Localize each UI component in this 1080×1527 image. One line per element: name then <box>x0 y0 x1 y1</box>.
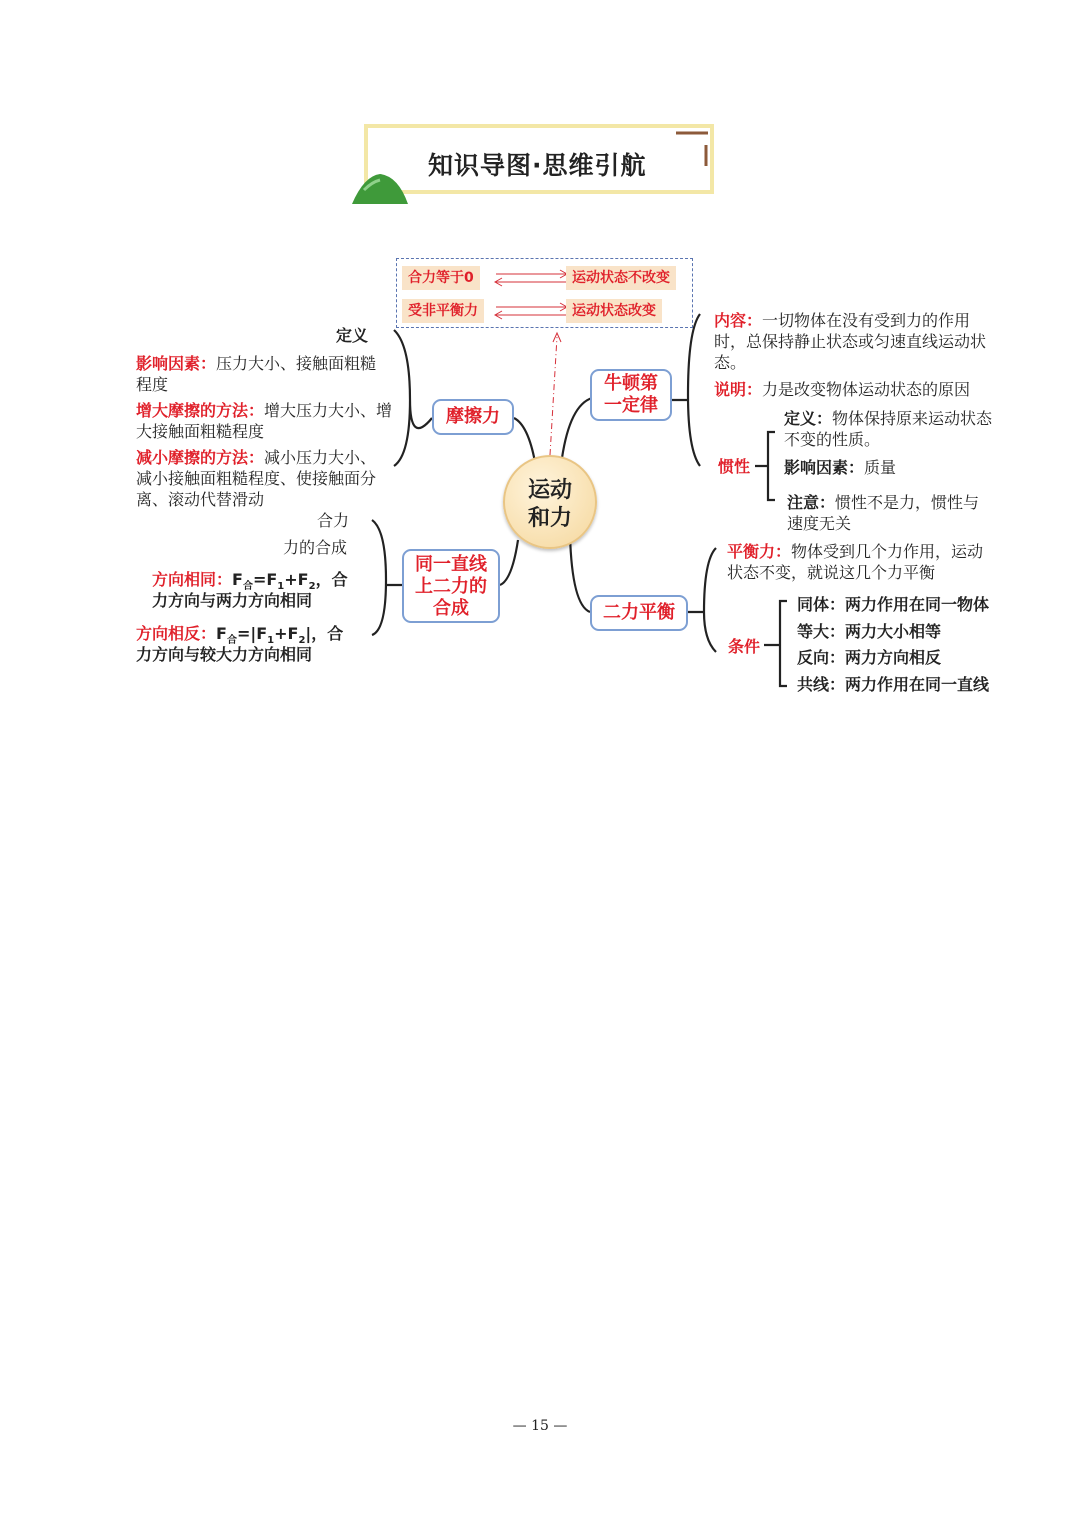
friction-increase-head: 增大摩擦的方法： <box>136 401 265 420</box>
condition-head: 共线： <box>797 675 846 694</box>
friction-decrease-head: 减小摩擦的方法： <box>136 448 265 467</box>
newton-content-text: 一切物体在没有受到力的作用时，总保持静止状态或匀速直线运动状态。 <box>714 311 987 372</box>
friction-increase <box>136 400 396 442</box>
friction-factors-text: 压力大小、接触面粗糙程度 <box>136 354 377 394</box>
inertia-def-text: 物体保持原来运动状态不变的性质。 <box>784 409 993 449</box>
inertia-def-head: 定义： <box>784 409 833 428</box>
center-up-arrow <box>550 333 561 455</box>
inertia-attention <box>787 492 982 534</box>
formula-sub: 合 <box>226 635 237 647</box>
composition-label-line2: 上二力的 <box>415 576 487 597</box>
condition-head: 反向： <box>797 648 846 667</box>
formula-sub1: 1 <box>267 635 275 647</box>
state-changed-tag: 运动状态改变 <box>566 299 662 323</box>
collinear-composition-node <box>402 549 500 623</box>
inertia-label: 惯性 <box>718 457 751 476</box>
inertia-attention-head: 注意： <box>787 493 836 512</box>
friction-increase-text: 增大压力大小、增大接触面粗糙程度 <box>136 401 393 441</box>
condition-text: 两力方向相反 <box>845 648 942 667</box>
condition-head: 同体： <box>797 595 846 614</box>
resultant-force-label: 合力 <box>317 511 350 530</box>
newton-first-law-node <box>590 369 672 421</box>
center-line1: 运动 <box>527 478 572 503</box>
balanced-force-definition <box>727 541 992 583</box>
composition-label-line1: 同一直线 <box>415 554 487 575</box>
condition-text: 两力作用在同一物体 <box>845 595 990 614</box>
newton-label-line1: 牛顿第 <box>604 373 658 394</box>
formula-sub1: 1 <box>277 581 285 593</box>
friction-definition: 定义 <box>336 326 369 345</box>
condition-head: 等大： <box>797 622 846 641</box>
newton-note-head: 说明： <box>714 380 763 399</box>
formula-eq: =|F <box>236 624 268 643</box>
net-zero-tag: 合力等于0 <box>402 266 480 290</box>
formula-plus: +F <box>274 624 299 643</box>
inertia-attention-text: 惯性不是力，惯性与速度无关 <box>787 493 980 533</box>
unbalanced-force-tag: 受非平衡力 <box>402 299 484 323</box>
formula-plus: +F <box>284 570 309 589</box>
condition-item <box>797 594 989 615</box>
formula-sub: 合 <box>242 581 253 593</box>
opposite-direction-head: 方向相反： <box>136 624 217 643</box>
friction-factors <box>136 353 386 395</box>
mountain-icon <box>352 174 408 204</box>
center-line2: 和力 <box>527 506 572 531</box>
friction-decrease-text: 减小压力大小、减小接触面粗糙程度、使接触面分离、滚动代替滑动 <box>136 448 377 509</box>
force-composition-label: 力的合成 <box>283 538 348 557</box>
condition-item <box>797 621 941 642</box>
formula-f: F <box>232 570 243 589</box>
same-direction-head: 方向相同： <box>152 570 233 589</box>
page-number: — 15 — <box>512 1418 568 1434</box>
two-force-balance-node: 二力平衡 <box>590 595 688 631</box>
inertia-factor-text: 质量 <box>864 458 897 477</box>
newton-content-head: 内容： <box>714 311 763 330</box>
center-node <box>503 455 597 549</box>
opposite-direction-line2: 力方向与较大力方向相同 <box>136 645 313 664</box>
composition-label-line3: 合成 <box>433 598 469 619</box>
condition-text: 两力作用在同一直线 <box>845 675 990 694</box>
formula-sub2: 2 <box>298 635 306 647</box>
newton-note <box>714 379 970 400</box>
newton-label-line2: 一定律 <box>604 395 658 416</box>
balanced-force-head: 平衡力： <box>727 542 792 561</box>
formula-f: F <box>216 624 227 643</box>
state-unchanged-tag: 运动状态不改变 <box>566 266 676 290</box>
balanced-force-text: 物体受到几个力作用，运动状态不变，就说这几个力平衡 <box>727 542 984 582</box>
condition-item <box>797 647 941 668</box>
inertia-definition <box>784 408 994 450</box>
formula-eq: =F <box>252 570 278 589</box>
condition-item <box>797 674 989 695</box>
condition-text: 两力大小相等 <box>845 622 942 641</box>
inertia-factor-head: 影响因素： <box>784 458 865 477</box>
friction-factors-head: 影响因素： <box>136 354 217 373</box>
same-direction-line2: 力方向与两力方向相同 <box>152 591 313 610</box>
friction-node: 摩擦力 <box>432 399 514 435</box>
inertia-factor <box>784 457 896 478</box>
formula-tail: ，合 <box>315 570 348 589</box>
conditions-label: 条件 <box>728 637 761 656</box>
newton-content <box>714 310 994 373</box>
banner-title: 知识导图·思维引航 <box>428 151 647 180</box>
formula-sub2: 2 <box>308 581 316 593</box>
friction-decrease <box>136 447 391 510</box>
newton-note-text: 力是改变物体运动状态的原因 <box>762 380 971 399</box>
formula-tail: |，合 <box>305 624 344 643</box>
